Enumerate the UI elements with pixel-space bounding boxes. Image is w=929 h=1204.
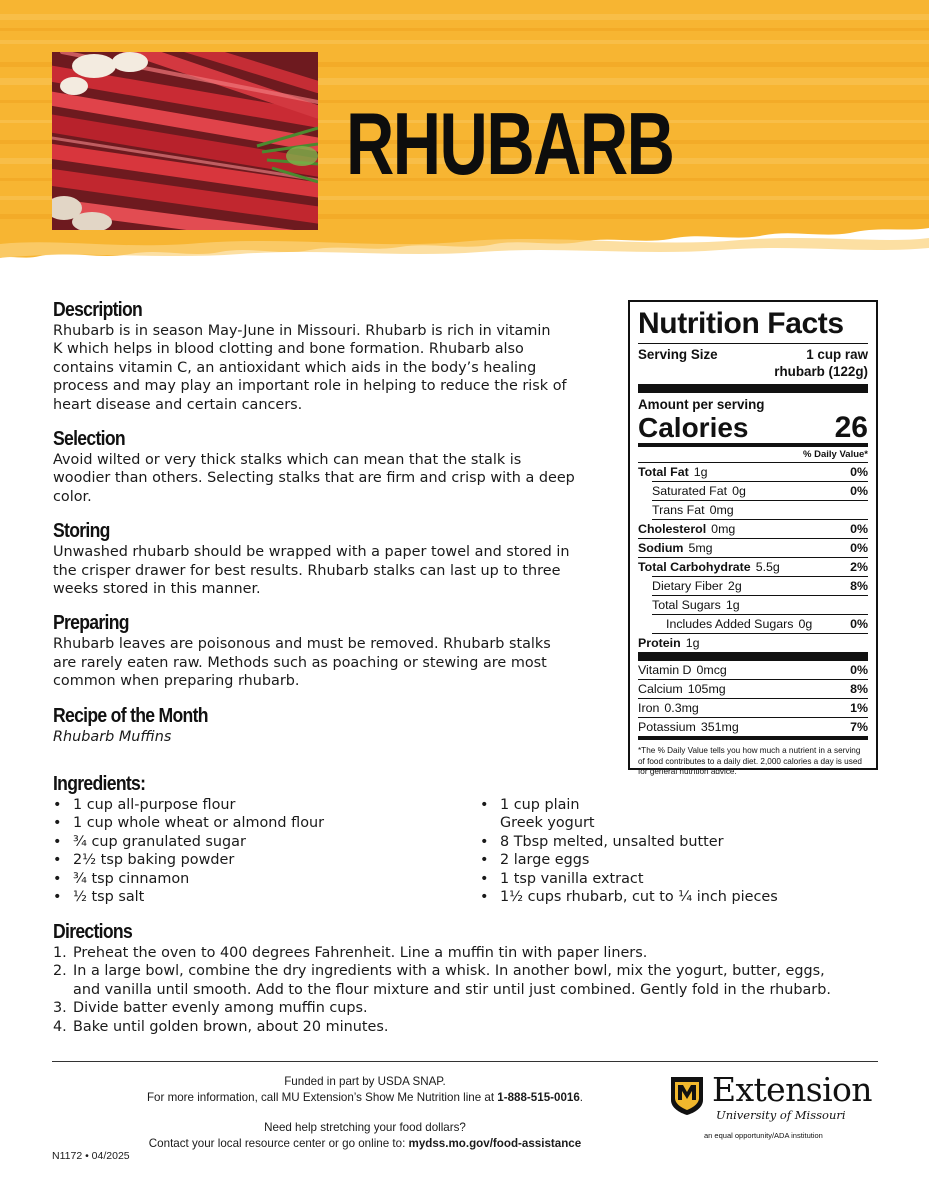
logo-wordmark: Extension	[712, 1070, 872, 1109]
nutrient-percent: 0%	[850, 465, 868, 479]
list-item: • 1½ cups rhubarb, cut to ¼ inch pieces	[480, 888, 860, 906]
nutrient-row	[638, 463, 868, 481]
rhubarb-photo	[52, 52, 318, 230]
nutrient-amount: 0mg	[709, 503, 734, 517]
daily-value-footnote: *The % Daily Value tells you how much a nutrient in a serving of food contributes to a daily diet. 2,000 calories a day is used for general nutrition advice.	[638, 746, 862, 777]
contact-line: For more information, call MU Extension’s Show Me Nutrition line at 1-888-515-0016.	[146, 1091, 584, 1104]
recipe-section	[53, 704, 613, 746]
nutrient-row	[638, 615, 868, 633]
footer-text	[100, 1074, 630, 1152]
serving-size-label: Serving Size	[638, 347, 718, 362]
vitamin-percent: 0%	[850, 663, 868, 677]
divider	[638, 652, 868, 661]
vitamin-row	[638, 661, 868, 679]
list-item: • 1 tsp vanilla extract	[480, 870, 860, 888]
list-item: • ¾ cup granulated sugar	[53, 833, 493, 851]
description-text: Rhubarb is in season May-June in Missouri. Rhubarb is rich in vitamin K which helps in blood clotting and bone formation. Rhubarb also contains vitamin C, an antioxidant which aids in the body’s healing process and may play an important role in helping to reduce the risk of heart disease and certain cancers.	[53, 323, 567, 413]
storing-section	[53, 519, 613, 598]
list-item: • 1 cup all-purpose flour	[53, 796, 493, 814]
vitamin-percent: 7%	[850, 720, 868, 734]
resource-line: Contact your local resource center or go online to: mydss.mo.gov/food-assistance	[148, 1137, 582, 1150]
ingredients-heading: Ingredients:	[53, 773, 146, 795]
list-item: • 2½ tsp baking powder	[53, 851, 493, 869]
nutrient-row	[638, 520, 868, 538]
vitamin-rows	[638, 661, 868, 736]
list-item: 3. Divide batter evenly among muffin cups.	[53, 1000, 368, 1017]
vitamin-label: Potassium	[638, 720, 696, 734]
nutrition-title: Nutrition Facts	[638, 307, 844, 340]
list-item: • ¾ tsp cinnamon	[53, 870, 493, 888]
mu-extension-logo	[670, 1070, 872, 1144]
vitamin-row	[638, 718, 868, 736]
recipe-name: Rhubarb Muffins	[53, 728, 172, 745]
list-item: • 8 Tbsp melted, unsalted butter	[480, 833, 860, 851]
vitamin-label: Iron	[638, 701, 660, 715]
storing-heading: Storing	[53, 520, 110, 543]
vitamin-percent: 8%	[850, 682, 868, 696]
nutrient-label: Trans Fat	[652, 503, 705, 517]
phone-number[interactable]: 1-888-515-0016	[497, 1091, 580, 1104]
vitamin-row	[638, 680, 868, 698]
nutrient-percent: 0%	[850, 541, 868, 555]
nutrient-label: Includes Added Sugars	[666, 617, 794, 631]
nutrient-percent: 8%	[850, 579, 868, 593]
preparing-text: Rhubarb leaves are poisonous and must be removed. Rhubarb stalks are rarely eaten raw. Methods such as poaching or stewing are most common when preparing rhubarb.	[53, 636, 551, 690]
nutrient-amount: 1g	[693, 465, 708, 479]
ingredients-list-2	[480, 796, 860, 906]
vitamin-amount: 105mg	[687, 682, 726, 696]
nutrient-label: Dietary Fiber	[652, 579, 723, 593]
footer-divider	[52, 1061, 878, 1062]
vitamin-percent: 1%	[850, 701, 868, 715]
divider	[638, 384, 868, 393]
list-item: • 2 large eggs	[480, 851, 860, 869]
directions-section	[53, 920, 883, 1036]
info-column	[53, 298, 613, 759]
nutrient-label: Cholesterol	[638, 522, 707, 536]
list-item: 4. Bake until golden brown, about 20 minutes.	[53, 1018, 389, 1035]
nutrient-label: Total Sugars	[652, 598, 721, 612]
list-item: 2. In a large bowl, combine the dry ingredients with a whisk. In another bowl, mix the yogurt, butter, eggs, and vanilla until smooth. Add to the flour mixture and stir until just combined. Gently fold in the rhubarb.	[53, 963, 831, 998]
description-heading: Description	[53, 299, 143, 321]
nutrient-label: Protein	[638, 636, 681, 650]
vitamin-amount: 351mg	[700, 720, 739, 734]
nutrient-rows	[638, 463, 868, 652]
serving-size-value-2: rhubarb (122g)	[774, 364, 868, 379]
serving-size-row	[638, 346, 868, 363]
nutrient-amount: 0mg	[711, 522, 736, 536]
rhubarb-stalks-photo-icon	[52, 52, 318, 230]
mu-shield-icon	[670, 1076, 704, 1116]
amount-per-serving: Amount per serving	[638, 397, 765, 412]
nutrient-row	[638, 482, 868, 500]
selection-section	[53, 427, 613, 506]
serving-size-value-1: 1 cup raw	[806, 347, 868, 362]
list-item: • 1 cup whole wheat or almond flour	[53, 814, 493, 832]
nutrient-row	[638, 577, 868, 595]
nutrient-amount: 1g	[725, 598, 740, 612]
logo-eo-statement: an equal opportunity/ADA institution	[704, 1131, 823, 1140]
nutrient-amount: 2g	[727, 579, 742, 593]
ingredients-list-1	[53, 796, 493, 906]
nutrient-percent: 0%	[850, 617, 868, 631]
list-item: 1. Preheat the oven to 400 degrees Fahrenheit. Line a muffin tin with paper liners.	[53, 945, 648, 961]
selection-text: Avoid wilted or very thick stalks which can mean that the stalk is woodier than others. Selecting stalks that are firm and crisp with a deep color.	[53, 452, 575, 505]
storing-text: Unwashed rhubarb should be wrapped with a paper towel and stored in the crisper drawer for best results. Rhubarb stalks can last up to three weeks stored in this manner.	[53, 544, 570, 598]
list-item: • 1 cup plain Greek yogurt	[480, 796, 860, 833]
nutrient-row	[638, 596, 868, 614]
daily-value-header: % Daily Value*	[803, 449, 868, 460]
divider	[638, 736, 868, 740]
nutrient-row	[638, 634, 868, 652]
vitamin-label: Calcium	[638, 682, 683, 696]
nutrition-facts-label	[628, 300, 878, 777]
nutrient-label: Sodium	[638, 541, 684, 555]
vitamin-label: Vitamin D	[638, 663, 692, 677]
nutrient-label: Total Fat	[638, 465, 689, 479]
calories-value: 26	[834, 411, 868, 444]
vitamin-amount: 0.3mg	[664, 701, 699, 715]
selection-heading: Selection	[53, 428, 125, 451]
calories-label: Calories	[638, 412, 749, 443]
directions-list	[53, 944, 883, 1036]
nutrient-amount: 5.5g	[755, 560, 780, 574]
divider	[638, 343, 868, 344]
logo-university: University of Missouri	[716, 1108, 846, 1122]
nutrient-amount: 1g	[685, 636, 700, 650]
vitamin-amount: 0mcg	[696, 663, 727, 677]
nutrient-row	[638, 558, 868, 576]
preparing-heading: Preparing	[53, 612, 129, 635]
list-item: • ½ tsp salt	[53, 888, 493, 906]
nutrient-amount: 0g	[798, 617, 813, 631]
nutrient-row	[638, 539, 868, 557]
nutrient-percent: 0%	[850, 522, 868, 536]
ingredients-section	[53, 772, 873, 906]
nutrient-amount: 0g	[732, 484, 746, 498]
description-section	[53, 298, 613, 414]
preparing-section	[53, 611, 613, 690]
nutrient-amount: 5mg	[688, 541, 713, 555]
nutrient-label: Total Carbohydrate	[638, 560, 751, 574]
page-title: RHUBARB	[346, 94, 674, 193]
nutrient-percent: 0%	[850, 484, 868, 498]
resource-link[interactable]: mydss.mo.gov/food-assistance	[408, 1137, 582, 1150]
publication-code: N1172 • 04/2025	[52, 1150, 130, 1162]
ingredients-columns	[53, 796, 873, 906]
directions-heading: Directions	[53, 921, 133, 943]
vitamin-row	[638, 699, 868, 717]
nutrient-row	[638, 501, 868, 519]
nutrient-label: Saturated Fat	[652, 484, 728, 498]
nutrient-percent: 2%	[850, 560, 868, 574]
calories-row	[638, 413, 868, 443]
help-line: Need help stretching your food dollars?	[264, 1121, 466, 1134]
recipe-heading: Recipe of the Month	[53, 704, 208, 727]
funding-note: Funded in part by USDA SNAP.	[284, 1075, 446, 1088]
